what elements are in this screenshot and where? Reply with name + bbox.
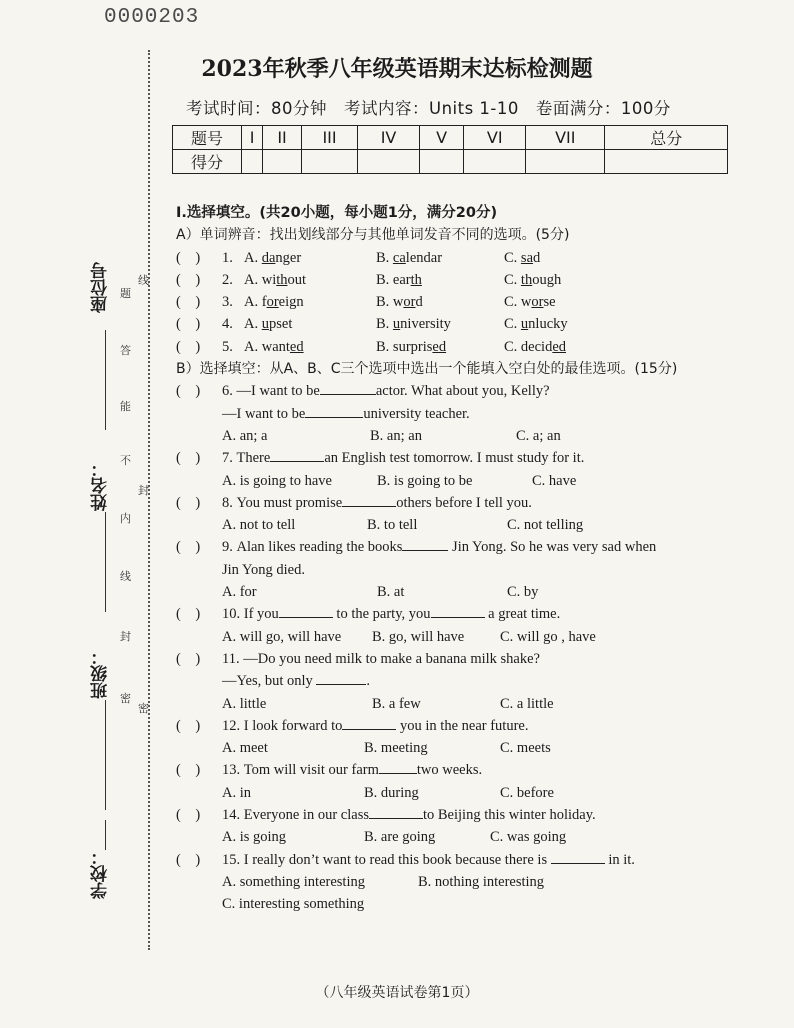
- question-text: in it.: [608, 851, 635, 868]
- seal-char: 题: [120, 287, 131, 300]
- fill-blank[interactable]: [342, 492, 396, 507]
- option-b: B. at: [377, 584, 405, 601]
- question-text: You must promise: [236, 494, 343, 511]
- option-b: B. meeting: [364, 740, 428, 757]
- seat-number-line: [105, 330, 106, 430]
- fill-blank[interactable]: [305, 403, 363, 418]
- school-field[interactable]: [88, 848, 113, 899]
- option-b: B. earth: [376, 271, 422, 288]
- seal-char: 答: [120, 344, 131, 357]
- exam-info: 考试时间：80分钟 考试内容：Units 1-10 卷面满分：100分: [186, 99, 671, 118]
- option-a: A. not to tell: [222, 517, 296, 534]
- question-number: 3.: [222, 294, 233, 311]
- score-input-cell[interactable]: [242, 150, 263, 174]
- question-row: [176, 269, 736, 291]
- question-number: 14.: [222, 807, 241, 824]
- question-text: two weeks.: [416, 762, 483, 779]
- section-heading: Ⅰ.选择填空。(共20小题，每小题1分，满分20分): [176, 205, 498, 221]
- question-row: [176, 559, 736, 581]
- option-b: B. surprised: [376, 338, 447, 355]
- fill-blank[interactable]: [316, 670, 366, 685]
- question-number: 13.: [222, 762, 241, 779]
- fill-blank[interactable]: [431, 603, 485, 618]
- seal-char: 封: [138, 484, 149, 497]
- option-b: B. a few: [372, 695, 421, 712]
- page-footer: （八年级英语试卷第1页）: [315, 985, 479, 1001]
- option-a: A. something interesting: [222, 873, 365, 890]
- question-row: [176, 336, 736, 358]
- option-b: B. go, will have: [372, 628, 465, 645]
- answer-blank[interactable]: ( ): [176, 249, 201, 266]
- option-b: B. calendar: [376, 249, 443, 266]
- option-c: C. before: [500, 784, 554, 801]
- score-cell: V: [419, 126, 463, 150]
- part-b-instructions: B）选择填空：从A、B、C三个选项中选出一个能填入空白处的最佳选项。(15分): [176, 361, 678, 378]
- seat-number-field[interactable]: [88, 262, 113, 313]
- question-row: [176, 759, 736, 781]
- class-label: 班级：: [91, 648, 111, 699]
- score-input-cell[interactable]: [301, 150, 357, 174]
- question-row: [176, 291, 736, 313]
- question-number: 15.: [222, 851, 241, 868]
- option-a: A. is going to have: [222, 472, 332, 489]
- question-text: an English test tomorrow. I must study for it.: [324, 450, 585, 467]
- question-row: [176, 313, 736, 335]
- question-text: others before I tell you.: [396, 494, 532, 511]
- option-a: A. in: [222, 784, 251, 801]
- option-b: B. to tell: [367, 517, 418, 534]
- part-a-instructions: A）单词辨音：找出划线部分与其他单词发音不同的选项。(5分): [176, 227, 570, 244]
- question-text: .: [366, 673, 371, 690]
- option-a: A. without: [244, 271, 307, 288]
- options-row: [176, 470, 736, 492]
- question-number: 4.: [222, 316, 233, 333]
- fill-blank[interactable]: [369, 804, 423, 819]
- question-text: Everyone in our class: [243, 807, 369, 824]
- score-cell: VII: [526, 126, 605, 150]
- option-c: C. meets: [500, 740, 551, 757]
- seat-number-label: 座位号: [91, 262, 111, 313]
- question-number: 12.: [222, 717, 241, 734]
- option-c: C. interesting something: [222, 896, 365, 913]
- question-row: [176, 403, 736, 425]
- fill-blank[interactable]: [342, 715, 396, 730]
- option-a: A. will go, will have: [222, 628, 342, 645]
- option-c: C. a little: [500, 695, 554, 712]
- question-text: If you: [243, 606, 279, 623]
- score-input-cell[interactable]: [605, 150, 728, 174]
- answer-blank[interactable]: ( ): [176, 851, 201, 868]
- question-number: 10.: [222, 606, 241, 623]
- option-b: B. an; an: [370, 427, 422, 444]
- option-a: A. an; a: [222, 427, 268, 444]
- question-number: 8.: [222, 494, 233, 511]
- question-number: 11.: [222, 650, 240, 667]
- question-text: Alan likes reading the books: [236, 539, 403, 556]
- answer-blank[interactable]: ( ): [176, 807, 201, 824]
- answer-blank[interactable]: ( ): [176, 316, 201, 333]
- question-number: 2.: [222, 271, 233, 288]
- question-text: Jin Yong died.: [222, 561, 305, 578]
- score-row-label: 得分: [173, 150, 242, 174]
- question-text: —I want to be: [236, 383, 320, 400]
- score-cell: VI: [464, 126, 526, 150]
- seal-char: 线: [120, 570, 131, 583]
- question-text: a great time.: [488, 606, 561, 623]
- binding-dotted-line: [148, 50, 150, 950]
- answer-blank[interactable]: ( ): [176, 494, 201, 511]
- score-input-cell[interactable]: [358, 150, 420, 174]
- question-row: [176, 536, 736, 558]
- seal-char: 封: [120, 630, 131, 643]
- name-label: 姓名：: [91, 460, 111, 511]
- score-cell: IV: [358, 126, 420, 150]
- option-c: C. was going: [490, 829, 567, 846]
- option-a: A. is going: [222, 829, 287, 846]
- answer-blank[interactable]: ( ): [176, 539, 201, 556]
- question-row: [176, 804, 736, 826]
- answer-blank[interactable]: ( ): [176, 606, 201, 623]
- question-text: to Beijing this winter holiday.: [422, 807, 596, 824]
- question-number: 7.: [222, 450, 233, 467]
- option-c: C. sad: [504, 249, 541, 266]
- option-b: B. are going: [364, 829, 436, 846]
- option-b: B. university: [376, 316, 451, 333]
- options-row: [176, 826, 736, 848]
- score-cell: 总分: [605, 126, 728, 150]
- option-b: B. is going to be: [377, 472, 473, 489]
- option-c: C. have: [532, 472, 577, 489]
- fill-blank[interactable]: [379, 759, 417, 774]
- name-field[interactable]: [88, 460, 113, 511]
- school-label: 学校：: [91, 848, 111, 899]
- fill-blank[interactable]: [270, 447, 324, 462]
- option-a: A. wanted: [244, 338, 304, 355]
- question-text: university teacher.: [363, 405, 470, 422]
- question-row: [176, 670, 736, 692]
- fill-blank[interactable]: [551, 849, 605, 864]
- answer-blank[interactable]: ( ): [176, 762, 201, 779]
- seal-char: 密: [120, 692, 131, 705]
- fill-blank[interactable]: [402, 536, 448, 551]
- option-c: C. by: [507, 584, 539, 601]
- score-input-cell[interactable]: [263, 150, 302, 174]
- question-text: Tom will visit our farm: [243, 762, 379, 779]
- answer-blank[interactable]: ( ): [176, 338, 201, 355]
- question-text: —I want to be: [222, 405, 306, 422]
- option-b: B. during: [364, 784, 419, 801]
- question-text: actor. What about you, Kelly?: [375, 383, 550, 400]
- school-line: [105, 820, 106, 850]
- option-b: B. nothing interesting: [418, 873, 545, 890]
- score-input-cell[interactable]: [419, 150, 463, 174]
- question-text: —Do you need milk to make a banana milk shake?: [243, 650, 540, 667]
- name-line: [105, 512, 106, 612]
- question-row: [176, 648, 736, 670]
- option-a: A. upset: [244, 316, 293, 333]
- question-row: [176, 492, 736, 514]
- options-row: [176, 626, 736, 648]
- class-field[interactable]: [88, 648, 113, 699]
- score-cell: III: [301, 126, 357, 150]
- score-input-cell[interactable]: [464, 150, 526, 174]
- score-table: [172, 125, 728, 174]
- question-text: I look forward to: [243, 717, 343, 734]
- question-row: [176, 715, 736, 737]
- score-cell: 题号: [173, 126, 242, 150]
- options-row: [176, 893, 736, 915]
- option-c: C. a; an: [516, 427, 561, 444]
- question-row: [176, 603, 736, 625]
- option-c: C. unlucky: [504, 316, 568, 333]
- option-c: C. not telling: [507, 517, 584, 534]
- answer-blank[interactable]: ( ): [176, 650, 201, 667]
- options-row: [176, 581, 736, 603]
- answer-blank[interactable]: ( ): [176, 271, 201, 288]
- score-cell: II: [263, 126, 302, 150]
- question-number: 1.: [222, 249, 233, 266]
- question-text: you in the near future.: [400, 717, 529, 734]
- score-input-cell[interactable]: [526, 150, 605, 174]
- document-id: 0000203: [104, 6, 200, 29]
- option-a: A. danger: [244, 249, 302, 266]
- seal-char: 密: [138, 702, 149, 715]
- answer-blank[interactable]: ( ): [176, 383, 201, 400]
- exam-content: [176, 202, 736, 916]
- options-row: [176, 693, 736, 715]
- option-c: C. worse: [504, 294, 556, 311]
- fill-blank[interactable]: [279, 603, 333, 618]
- exam-title: 2023年秋季八年级英语期末达标检测题: [201, 56, 593, 82]
- option-c: C. will go , have: [500, 628, 596, 645]
- seal-char: 线: [138, 274, 149, 287]
- score-table-header-row: [173, 126, 728, 150]
- seal-char: 能: [120, 400, 131, 413]
- question-text: There: [236, 450, 271, 467]
- question-text: —Yes, but only: [222, 673, 313, 690]
- question-row: [176, 247, 736, 269]
- question-row: [176, 447, 736, 469]
- answer-blank[interactable]: ( ): [176, 717, 201, 734]
- question-number: 9.: [222, 539, 233, 556]
- question-text: I really don’t want to read this book because there is: [243, 851, 548, 868]
- fill-blank[interactable]: [320, 380, 376, 395]
- score-table-score-row: [173, 150, 728, 174]
- question-text: Jin Yong. So he was very sad when: [452, 539, 657, 556]
- option-a: A. for: [222, 584, 257, 601]
- options-row: [176, 782, 736, 804]
- seal-char: 内: [120, 512, 131, 525]
- answer-blank[interactable]: ( ): [176, 294, 201, 311]
- option-a: A. little: [222, 695, 267, 712]
- option-a: A. meet: [222, 740, 268, 757]
- score-cell: I: [242, 126, 263, 150]
- question-number: 6.: [222, 383, 233, 400]
- options-row: [176, 871, 736, 893]
- option-a: A. foreign: [244, 294, 304, 311]
- option-c: C. though: [504, 271, 562, 288]
- question-row: [176, 849, 736, 871]
- question-text: to the party, you: [336, 606, 431, 623]
- question-number: 5.: [222, 338, 233, 355]
- option-b: B. word: [376, 294, 423, 311]
- options-row: [176, 425, 736, 447]
- class-line: [105, 700, 106, 810]
- options-row: [176, 737, 736, 759]
- answer-blank[interactable]: ( ): [176, 450, 201, 467]
- options-row: [176, 514, 736, 536]
- seal-char: 不: [120, 454, 131, 467]
- question-row: [176, 380, 736, 402]
- option-c: C. decided: [504, 338, 567, 355]
